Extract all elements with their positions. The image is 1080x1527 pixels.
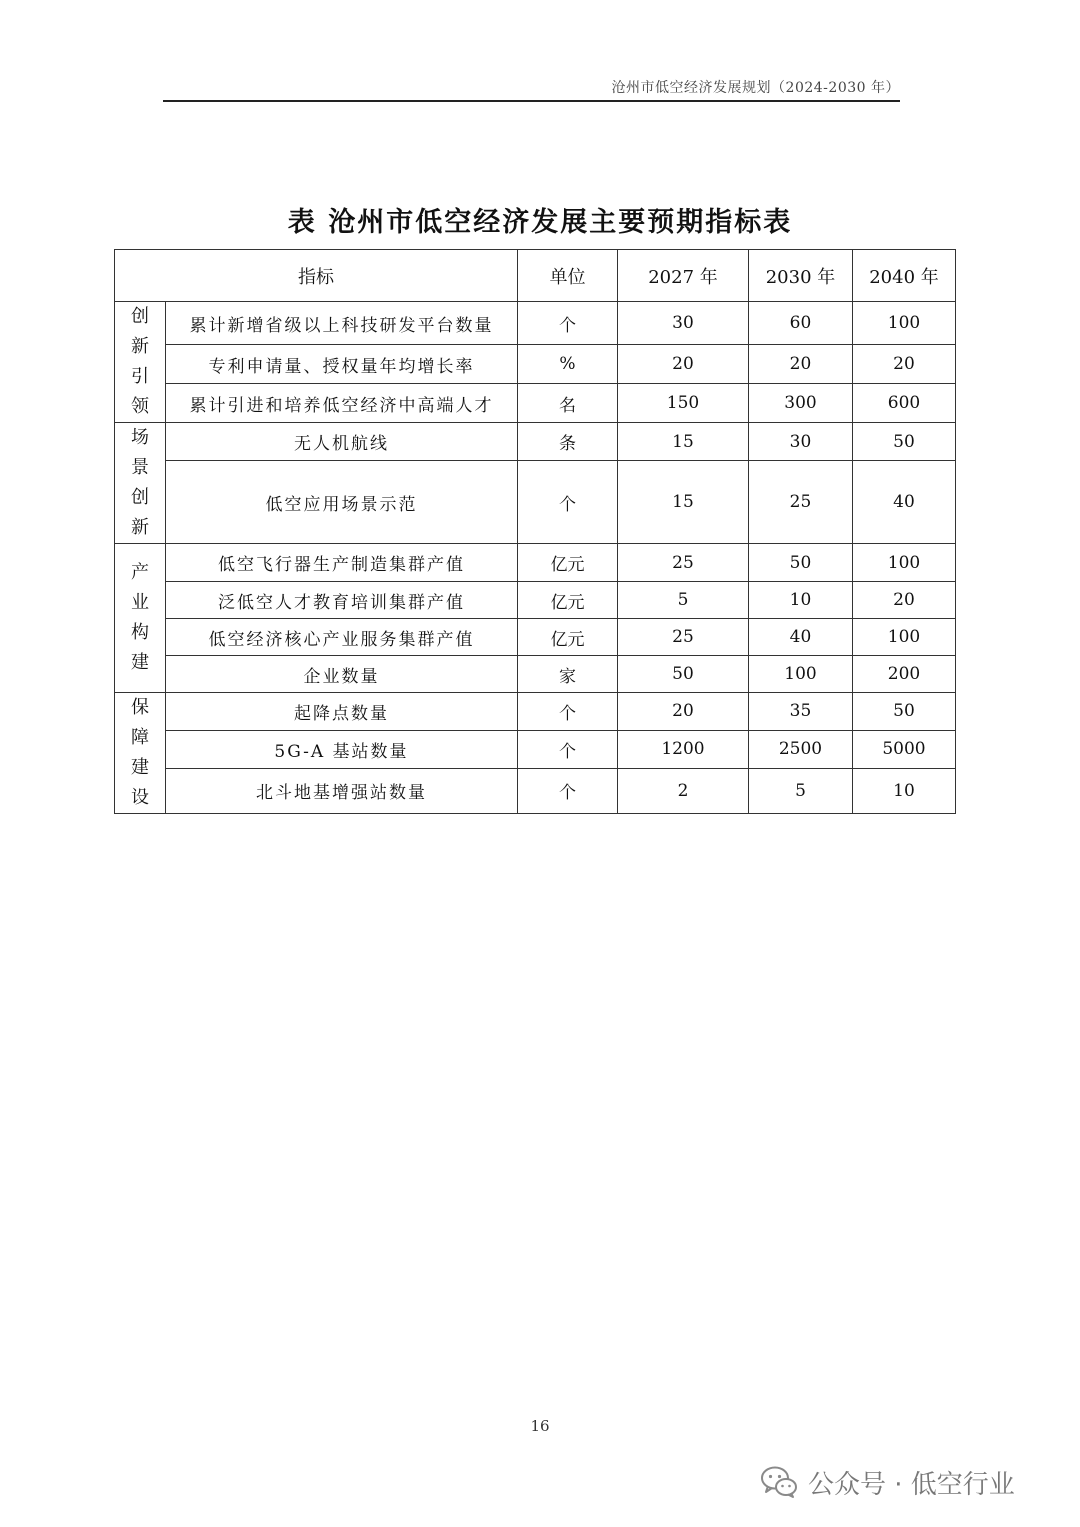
col-header-unit: 单位: [518, 250, 618, 302]
value-2027: 5: [618, 582, 749, 619]
indicator-name: 起降点数量: [166, 693, 518, 731]
col-header-2040: 2040 年: [853, 250, 956, 302]
value-2030: 50: [749, 544, 853, 582]
indicator-name: 泛低空人才教育培训集群产值: [166, 582, 518, 619]
header-rule: [163, 100, 900, 102]
unit-cell: 个: [518, 730, 618, 768]
unit-cell: 个: [518, 768, 618, 813]
indicator-name: 低空飞行器生产制造集群产值: [166, 544, 518, 582]
unit-cell: 亿元: [518, 619, 618, 656]
indicator-name: 企业数量: [166, 656, 518, 693]
unit-cell: 个: [518, 302, 618, 345]
indicator-name: 北斗地基增强站数量: [166, 768, 518, 813]
table-row: [115, 656, 956, 693]
value-2040: 20: [853, 582, 956, 619]
wechat-icon: [760, 1465, 798, 1499]
unit-cell: 个: [518, 693, 618, 731]
indicator-name: 无人机航线: [166, 423, 518, 461]
unit-cell: 亿元: [518, 582, 618, 619]
table-row: [115, 768, 956, 813]
category-cell: [115, 693, 166, 814]
unit-cell: 个: [518, 461, 618, 544]
value-2030: 35: [749, 693, 853, 731]
value-2030: 10: [749, 582, 853, 619]
running-header: 沧州市低空经济发展规划（2024-2030 年）: [611, 80, 900, 96]
category-label: 产业构建: [131, 562, 149, 673]
col-header-2030: 2030 年: [749, 250, 853, 302]
value-2040: 50: [853, 423, 956, 461]
value-2027: 20: [618, 345, 749, 384]
unit-cell: %: [518, 345, 618, 384]
value-2027: 15: [618, 423, 749, 461]
category-cell: [115, 302, 166, 423]
value-2030: 60: [749, 302, 853, 345]
table-row: [115, 582, 956, 619]
unit-cell: 亿元: [518, 544, 618, 582]
value-2030: 40: [749, 619, 853, 656]
table-row: [115, 302, 956, 345]
category-cell: [115, 423, 166, 544]
table-row: [115, 461, 956, 544]
value-2027: 25: [618, 619, 749, 656]
table-row: [115, 544, 956, 582]
value-2027: 15: [618, 461, 749, 544]
page-number: 16: [530, 1417, 550, 1435]
value-2040: 20: [853, 345, 956, 384]
value-2030: 300: [749, 384, 853, 423]
unit-cell: 条: [518, 423, 618, 461]
value-2040: 100: [853, 619, 956, 656]
value-2030: 30: [749, 423, 853, 461]
table-row: [115, 619, 956, 656]
value-2040: 5000: [853, 730, 956, 768]
watermark: [760, 1462, 1015, 1502]
col-header-2027: 2027 年: [618, 250, 749, 302]
unit-cell: 家: [518, 656, 618, 693]
category-label: 保障建设: [131, 697, 149, 808]
indicator-table: [114, 249, 956, 814]
category-label: 场景创新: [131, 427, 149, 538]
value-2027: 150: [618, 384, 749, 423]
indicator-name: 累计新增省级以上科技研发平台数量: [166, 302, 518, 345]
unit-cell: 名: [518, 384, 618, 423]
indicator-name: 5G-A 基站数量: [166, 730, 518, 768]
value-2030: 2500: [749, 730, 853, 768]
category-cell: [115, 544, 166, 693]
value-2040: 100: [853, 302, 956, 345]
value-2030: 100: [749, 656, 853, 693]
value-2030: 5: [749, 768, 853, 813]
table-row: [115, 345, 956, 384]
col-header-indicator: 指标: [115, 250, 518, 302]
table-title: 表 沧州市低空经济发展主要预期指标表: [287, 207, 793, 238]
value-2030: 25: [749, 461, 853, 544]
value-2027: 50: [618, 656, 749, 693]
value-2027: 25: [618, 544, 749, 582]
value-2027: 1200: [618, 730, 749, 768]
value-2040: 50: [853, 693, 956, 731]
value-2040: 40: [853, 461, 956, 544]
value-2040: 100: [853, 544, 956, 582]
indicator-name: 专利申请量、授权量年均增长率: [166, 345, 518, 384]
table-row: [115, 730, 956, 768]
value-2040: 10: [853, 768, 956, 813]
table-row: [115, 693, 956, 731]
indicator-name: 低空经济核心产业服务集群产值: [166, 619, 518, 656]
value-2040: 600: [853, 384, 956, 423]
indicator-name: 低空应用场景示范: [166, 461, 518, 544]
value-2027: 2: [618, 768, 749, 813]
value-2040: 200: [853, 656, 956, 693]
value-2027: 30: [618, 302, 749, 345]
value-2030: 20: [749, 345, 853, 384]
indicator-name: 累计引进和培养低空经济中高端人才: [166, 384, 518, 423]
value-2027: 20: [618, 693, 749, 731]
table-row: [115, 384, 956, 423]
table-row: [115, 423, 956, 461]
category-label: 创新引领: [131, 306, 149, 417]
header-row: [115, 250, 956, 302]
watermark-text: 公众号 · 低空行业: [808, 1469, 1015, 1500]
